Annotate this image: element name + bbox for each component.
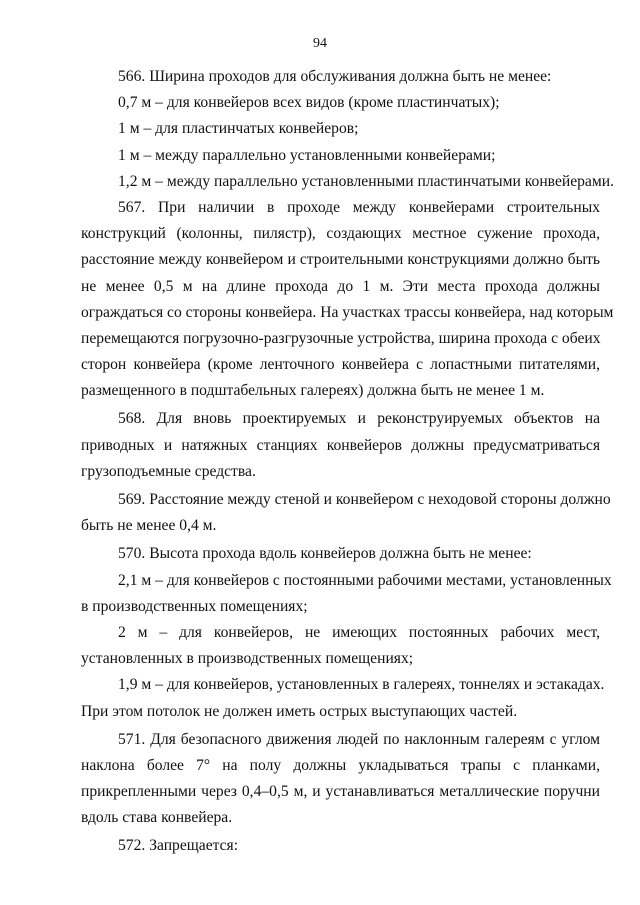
list-item-570-3: 1,9 м – для конвейеров, установленных в галереях, тоннелях и эстакадах. bbox=[118, 676, 605, 694]
list-item-566-2: 1 м – для пластинчатых конвейеров; bbox=[118, 120, 359, 138]
paragraph-571-line: прикрепленными через 0,4–0,5 м, и устанавливаться металлические поручни bbox=[81, 783, 600, 801]
paragraph-567-line: сторон конвейера (кроме ленточного конвейера с лопастными питателями, bbox=[81, 356, 600, 374]
list-item-566-3: 1 м – между параллельно установленными конвейерами; bbox=[118, 146, 496, 164]
list-item-570-2: 2 м – для конвейеров, не имеющих постоянных рабочих мест, bbox=[118, 623, 600, 641]
paragraph-571-line: вдоль става конвейера. bbox=[81, 809, 233, 827]
paragraph-568-line: приводных и натяжных станциях конвейеров должны предусматриваться bbox=[81, 436, 600, 454]
list-item-566-1: 0,7 м – для конвейеров всех видов (кроме пластинчатых); bbox=[118, 94, 500, 112]
paragraph-571-line: наклона более 7° на полу должны укладываться трапы с планками, bbox=[81, 756, 600, 774]
paragraph-571-line: 571. Для безопасного движения людей по наклонным галереям с углом bbox=[118, 730, 600, 748]
list-item-566-4: 1,2 м – между параллельно установленными пластинчатыми конвейерами. bbox=[118, 172, 614, 190]
paragraph-568-line: 568. Для вновь проектируемых и реконструируемых объектов на bbox=[118, 410, 600, 428]
paragraph-566-line: 566. Ширина проходов для обслуживания должна быть не менее: bbox=[118, 68, 552, 85]
list-item-570-2: установленных в производственных помещениях; bbox=[81, 650, 414, 668]
paragraph-569-line: 569. Расстояние между стеной и конвейером с неходовой стороны должно bbox=[118, 491, 611, 508]
paragraph-567-line: конструкций (колонны, пилястр), создающих местное сужение прохода, bbox=[81, 225, 600, 243]
paragraph-567-line: расстояние между конвейером и строительными конструкциями должно быть bbox=[81, 251, 600, 269]
paragraph-567-line: 567. При наличии в проходе между конвейерами строительных bbox=[118, 198, 600, 216]
paragraph-568-line: грузоподъемные средства. bbox=[81, 462, 256, 480]
page-number: 94 bbox=[313, 36, 327, 51]
list-item-570-1: в производственных помещениях; bbox=[81, 597, 308, 615]
paragraph-567-line: ограждаться со стороны конвейера. На участках трассы конвейера, над которым bbox=[81, 303, 614, 321]
list-item-570-1: 2,1 м – для конвейеров с постоянными рабочими местами, установленных bbox=[118, 571, 612, 589]
paragraph-567-line: перемещаются погрузочно-разгрузочные устройства, ширина прохода с обеих bbox=[81, 329, 601, 347]
paragraph-567-line: не менее 0,5 м на длине прохода до 1 м. Эти места прохода должны bbox=[81, 277, 600, 295]
document-body bbox=[81, 64, 614, 860]
paragraph-570-line: 570. Высота прохода вдоль конвейеров должна быть не менее: bbox=[118, 545, 532, 563]
paragraph-569-line: быть не менее 0,4 м. bbox=[81, 517, 217, 535]
paragraph-572-line: 572. Запрещается: bbox=[118, 837, 239, 855]
paragraph-567-line: размещенного в подштабельных галереях) должна быть не менее 1 м. bbox=[81, 382, 545, 400]
list-item-570-3: При этом потолок не должен иметь острых выступающих частей. bbox=[81, 702, 518, 720]
